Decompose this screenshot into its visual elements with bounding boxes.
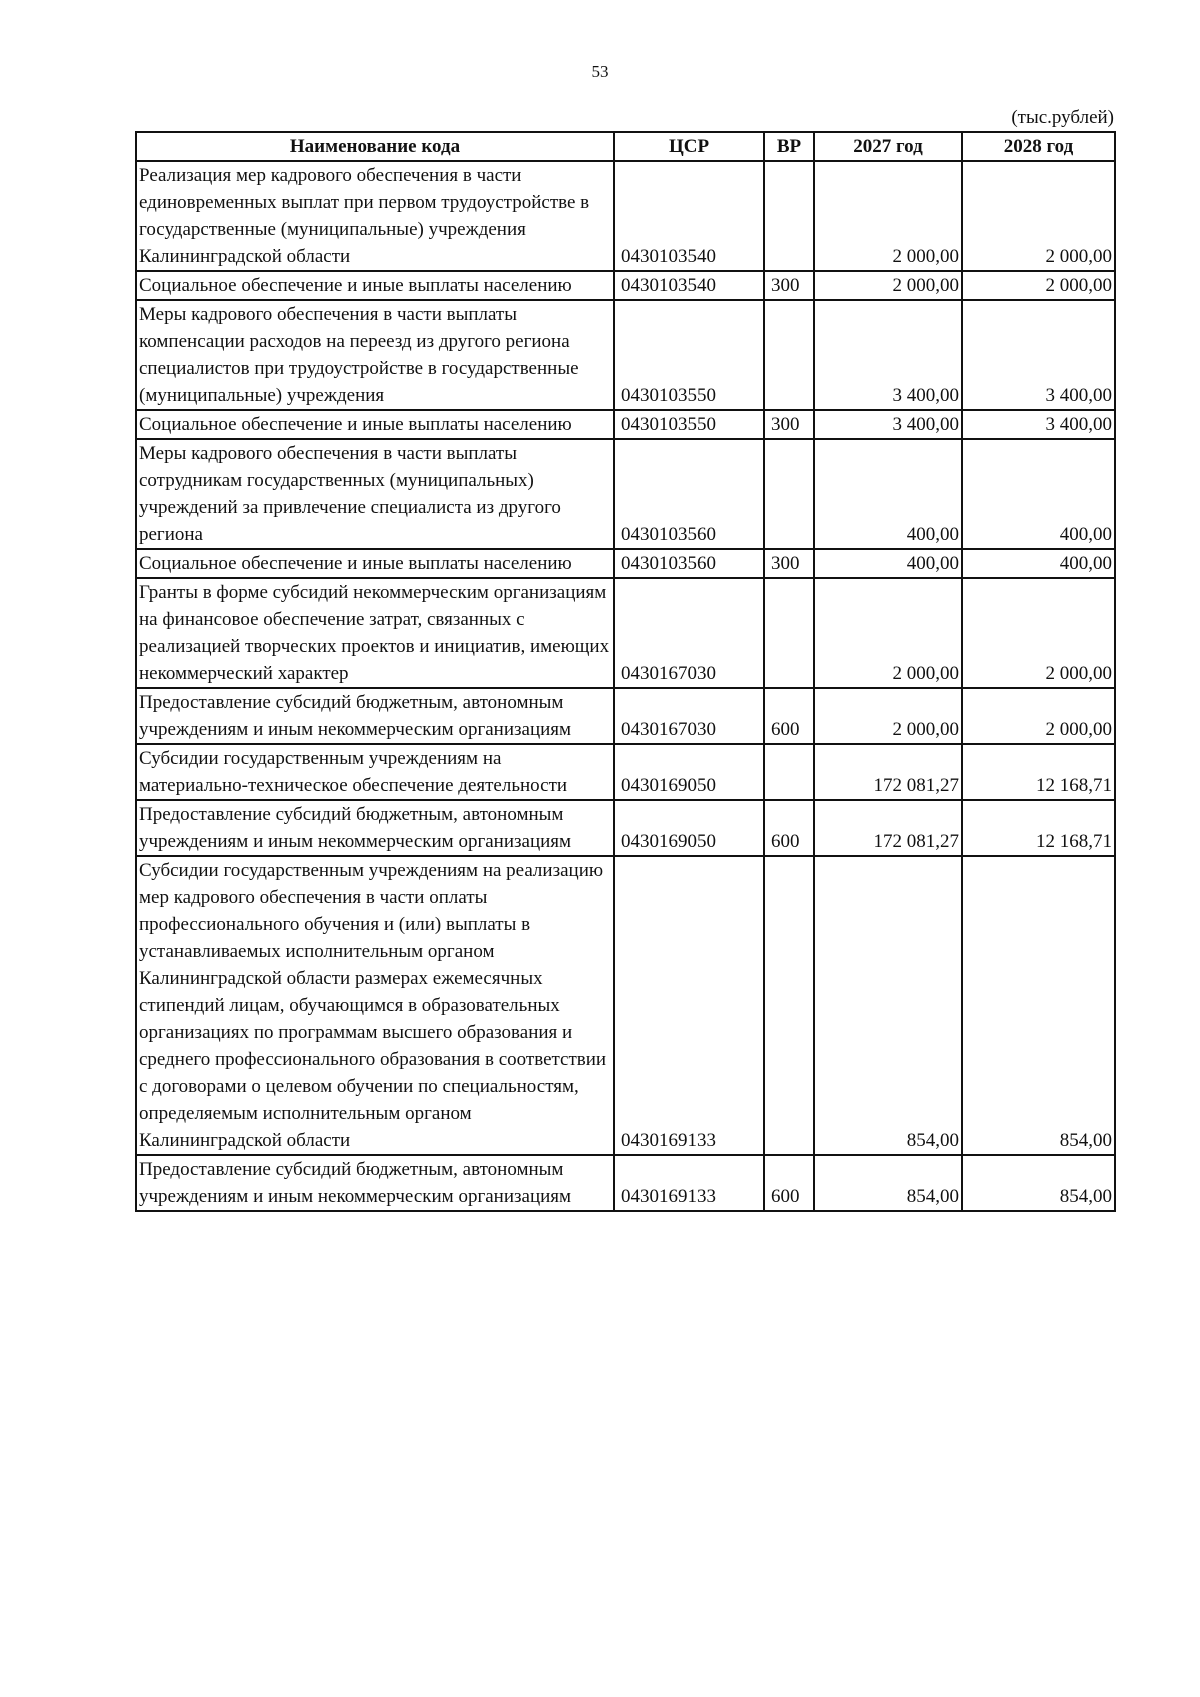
row-csr: 0430103550 [614,410,764,439]
row-name: Социальное обеспечение и иные выплаты населению [136,271,614,300]
row-2028: 400,00 [962,439,1115,549]
row-2027: 2 000,00 [814,688,962,744]
row-vr [764,161,814,271]
row-csr: 0430167030 [614,688,764,744]
row-vr [764,578,814,688]
row-csr: 0430169133 [614,856,764,1155]
row-csr: 0430167030 [614,578,764,688]
row-csr: 0430169133 [614,1155,764,1211]
row-name: Меры кадрового обеспечения в части выплаты сотрудникам государственных (муниципальных) учреждений за привлечение специалиста из другого региона [136,439,614,549]
row-name: Субсидии государственным учреждениям на реализацию мер кадрового обеспечения в части оплаты профессионального обучения и (или) выплаты в устанавливаемых исполнительным органом Калининградской области размерах ежемесячных стипендий лицам, обучающимся в образовательных организациях по программам высшего образования и среднего профессионального образования в соответствии с договорами о целевом обучении по специальностям, определяемым исполнительным органом Калининградской области [136,856,614,1155]
row-name: Субсидии государственным учреждениям на материально-техническое обеспечение деятельности [136,744,614,800]
table-row [136,439,1115,549]
table-row [136,800,1115,856]
row-csr: 0430169050 [614,744,764,800]
row-2027: 172 081,27 [814,800,962,856]
row-2028: 2 000,00 [962,271,1115,300]
row-vr: 600 [764,1155,814,1211]
table-row [136,744,1115,800]
row-csr: 0430103540 [614,271,764,300]
table-row [136,161,1115,271]
row-2027: 854,00 [814,856,962,1155]
header-2028: 2028 год [962,132,1115,161]
row-2027: 400,00 [814,439,962,549]
row-2027: 2 000,00 [814,161,962,271]
row-name: Предоставление субсидий бюджетным, автономным учреждениям и иным некоммерческим организациям [136,1155,614,1211]
row-name: Предоставление субсидий бюджетным, автономным учреждениям и иным некоммерческим организациям [136,800,614,856]
table-row [136,856,1115,1155]
row-name: Социальное обеспечение и иные выплаты населению [136,549,614,578]
row-2027: 400,00 [814,549,962,578]
unit-note: (тыс.рублей) [1011,107,1114,128]
header-2027: 2027 год [814,132,962,161]
row-name: Меры кадрового обеспечения в части выплаты компенсации расходов на переезд из другого региона специалистов при трудоустройстве в государственные (муниципальные) учреждения [136,300,614,410]
row-vr: 300 [764,271,814,300]
table-row [136,271,1115,300]
row-csr: 0430169050 [614,800,764,856]
row-vr [764,300,814,410]
row-name: Социальное обеспечение и иные выплаты населению [136,410,614,439]
table-row [136,578,1115,688]
row-csr: 0430103540 [614,161,764,271]
row-2027: 3 400,00 [814,300,962,410]
row-2028: 2 000,00 [962,578,1115,688]
row-vr [764,439,814,549]
header-name: Наименование кода [136,132,614,161]
row-vr: 600 [764,800,814,856]
header-vr: ВР [764,132,814,161]
row-name: Гранты в форме субсидий некоммерческим организациям на финансовое обеспечение затрат, связанных с реализацией творческих проектов и инициатив, имеющих некоммерческий характер [136,578,614,688]
table-row [136,300,1115,410]
row-2028: 2 000,00 [962,161,1115,271]
row-2027: 3 400,00 [814,410,962,439]
row-vr [764,744,814,800]
row-2028: 2 000,00 [962,688,1115,744]
row-2027: 854,00 [814,1155,962,1211]
row-2027: 172 081,27 [814,744,962,800]
table-row [136,688,1115,744]
row-vr: 300 [764,549,814,578]
row-2028: 12 168,71 [962,744,1115,800]
row-2028: 12 168,71 [962,800,1115,856]
row-name: Предоставление субсидий бюджетным, автономным учреждениям и иным некоммерческим организациям [136,688,614,744]
row-2028: 854,00 [962,1155,1115,1211]
row-name: Реализация мер кадрового обеспечения в части единовременных выплат при первом трудоустройстве в государственные (муниципальные) учреждения Калининградской области [136,161,614,271]
row-csr: 0430103560 [614,439,764,549]
row-2028: 3 400,00 [962,300,1115,410]
header-csr: ЦСР [614,132,764,161]
table-row [136,1155,1115,1211]
page-number: 53 [591,62,609,81]
row-vr: 600 [764,688,814,744]
row-vr [764,856,814,1155]
row-csr: 0430103550 [614,300,764,410]
row-vr: 300 [764,410,814,439]
table-row [136,410,1115,439]
table-row [136,549,1115,578]
row-2028: 3 400,00 [962,410,1115,439]
budget-table [135,131,1116,1212]
row-2027: 2 000,00 [814,578,962,688]
row-2028: 854,00 [962,856,1115,1155]
row-csr: 0430103560 [614,549,764,578]
row-2028: 400,00 [962,549,1115,578]
table-header-row [136,132,1115,161]
row-2027: 2 000,00 [814,271,962,300]
